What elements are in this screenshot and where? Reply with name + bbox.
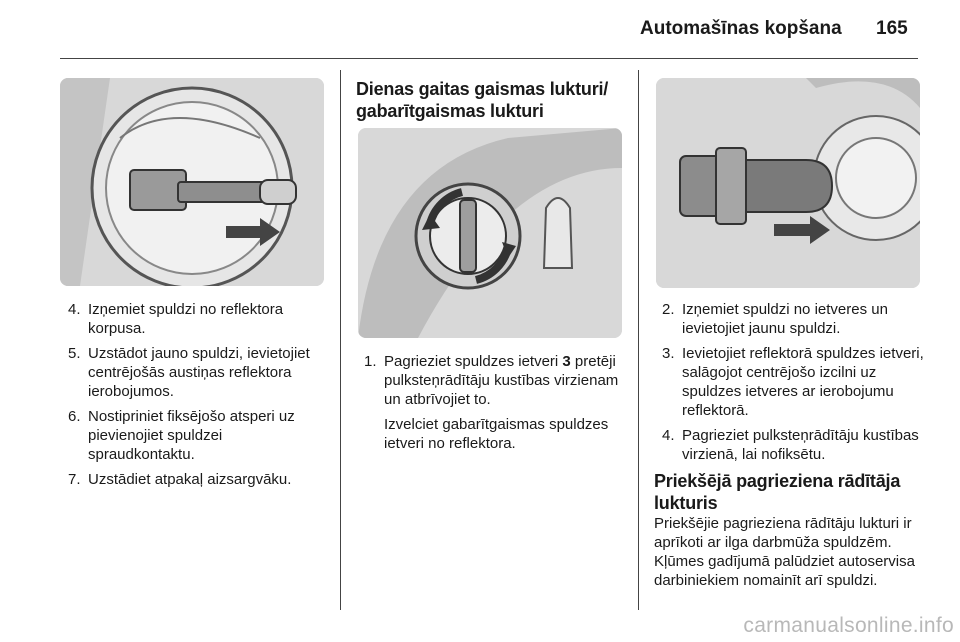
list-item: 1. Pagrieziet spuldzes ietveri 3 pretēji pulksteņrādītāju kustības virzienam un atbrīvojiet to. — [364, 353, 619, 408]
page-number: 165 — [876, 18, 908, 39]
watermark: carmanualsonline.info — [743, 614, 954, 637]
list-item: 4. Izņemiet spuldzi no reflektora korpusa. — [68, 301, 284, 337]
paragraph: Priekšējie pagrieziena rādītāju lukturi ir aprīkoti ar ilga darbmūža spuldzēm. Kļūmes gadījumā palūdziet autoservisa darbiniekiem nomainīt arī spuldzi. — [654, 515, 915, 589]
callout-number: 3 — [562, 353, 571, 370]
list-item: 2. Izņemiet spuldzi no ietveres un ievietojiet jaunu spuldzi. — [662, 301, 888, 337]
step-list — [358, 352, 628, 453]
section-heading: Priekšējā pagrieziena rādītāja lukturis — [654, 471, 901, 513]
page-title: Automašīnas kopšana — [640, 18, 842, 39]
list-item: 3. Ievietojiet reflektorā spuldzes ietveri, salāgojot centrējošo izcilni uz spuldzes ietveres ar ierobojumu reflektorā. — [662, 345, 924, 419]
header-divider — [60, 58, 918, 59]
illustration-bulb-removal — [60, 78, 324, 286]
section-heading: Dienas gaitas gaismas lukturi/ gabarītgaismas lukturi — [356, 79, 609, 121]
illustration-socket-rotation — [358, 128, 622, 338]
list-item: 7. Uzstādiet atpakaļ aizsargvāku. — [68, 471, 292, 488]
column-divider — [340, 70, 341, 610]
list-item: 6. Nostipriniet fiksējošo atsperi uz pievienojiet spuldzei spraudkontaktu. — [68, 408, 295, 463]
column-divider — [638, 70, 639, 610]
illustration-bulb-socket — [656, 78, 920, 288]
steps-list — [62, 300, 330, 495]
steps-list — [656, 300, 926, 470]
list-item: 4. Pagrieziet pulksteņrādītāju kustības virzienā, lai nofiksētu. — [662, 427, 919, 463]
list-item: 5. Uzstādot jauno spuldzi, ievietojiet centrējošās austiņas reflektora ierobojumos. — [68, 345, 310, 400]
step-note: Izvelciet gabarītgaismas spuldzes ietveri no reflektora. — [384, 416, 609, 452]
